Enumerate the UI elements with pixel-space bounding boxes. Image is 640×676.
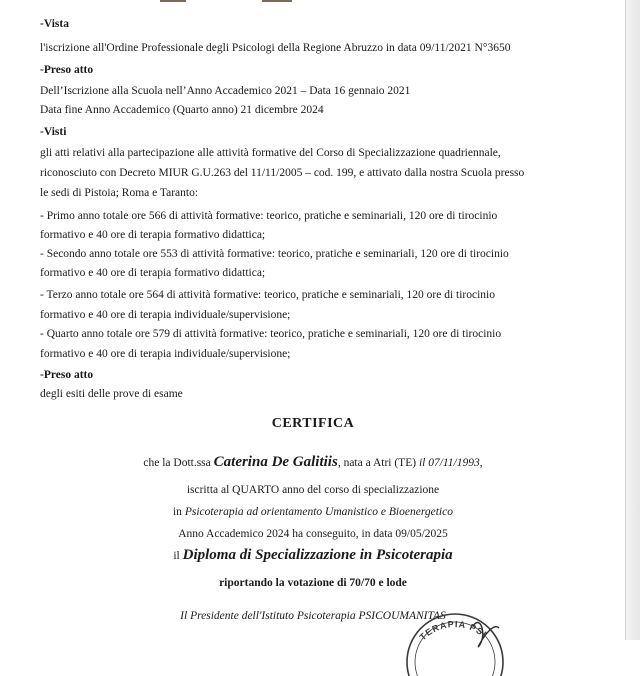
- preamble-visti-line-1: gli atti relativi alla partecipazione alle attività formative del Corso di Specializzazione quadriennale,: [40, 147, 501, 159]
- preamble-primo-line-1: - Primo anno totale ore 566 di attività formative: teorico, pratiche e seminariali, 120 ore di tirocinio: [40, 210, 498, 222]
- preamble-primo-line-2: formativo e 40 ore di terapia formativo didattica;: [40, 229, 266, 241]
- preamble-visti-line-3: le sedi di Pistoia; Roma e Taranto:: [40, 187, 199, 199]
- preamble-vista-heading: -Vista: [40, 18, 69, 30]
- preamble-esiti-line: degli esiti delle prove di esame: [40, 388, 183, 400]
- course-name: Psicoterapia ad orientamento Umanistico e Bioenergetico: [184, 506, 453, 518]
- birth-date: il 07/11/1993: [418, 457, 480, 469]
- official-stamp: [395, 606, 515, 676]
- course-line: [0, 505, 626, 519]
- preamble-data-fine-line: Data fine Anno Accademico (Quarto anno) 21 dicembre 2024: [40, 104, 324, 116]
- preamble-terzo-line-1: - Terzo anno totale ore 564 di attività formative: teorico, pratiche e seminariali, 120 ore di tirocinio: [40, 289, 495, 301]
- enrolled-line: iscritta al QUARTO anno del corso di specializzazione: [186, 484, 440, 496]
- preamble-preso-atto-heading-2: -Preso atto: [40, 369, 94, 381]
- preamble-vista-body: l'iscrizione all'Ordine Professionale degli Psicologi della Regione Abruzzo in data 09/11/2021 N°3650: [40, 42, 511, 54]
- president-line: Il Presidente dell'Istituto Psicoterapia PSICOUMANITAS: [180, 610, 446, 622]
- preamble-preso-atto-heading-1: -Preso atto: [40, 64, 94, 76]
- preamble-terzo-line-2: formativo e 40 ore di terapia individuale/supervisione;: [40, 309, 291, 321]
- birth-suffix: ,: [479, 457, 483, 469]
- year-line: Anno Accademico 2024 ha conseguito, in data 09/05/2025: [178, 528, 448, 540]
- course-prefix: in: [172, 506, 182, 518]
- viewer-frame-edge: [625, 0, 640, 640]
- candidate-name: Caterina De Galitiis: [213, 454, 338, 470]
- birth-place: , nata a Atri (TE): [337, 457, 417, 469]
- diploma-prefix: il: [173, 550, 180, 562]
- preamble-iscrizione-line: Dell’Iscrizione alla Scuola nell’Anno Accademico 2021 – Data 16 gennaio 2021: [40, 85, 411, 97]
- stamp-text: TERAPIA PSI: [417, 619, 490, 643]
- preamble-secondo-line-1: - Secondo anno totale ore 553 di attività formative: teorico, pratiche e seminariali, 120 ore di tirocinio: [40, 248, 509, 260]
- preamble-visti-line-2: riconosciuto con Decreto MIUR G.U.263 del 11/11/2005 – cod. 199, e attivato dalla nostra Scuola presso: [40, 167, 525, 179]
- name-prefix: che la Dott.ssa: [143, 457, 211, 469]
- name-line: [0, 455, 626, 470]
- diploma-name: Diploma di Specializzazione in Psicoterapia: [182, 547, 453, 563]
- preamble-secondo-line-2: formativo e 40 ore di terapia formativo didattica;: [40, 267, 266, 279]
- preamble-visti-heading: -Visti: [40, 126, 67, 138]
- vote-line: riportando la votazione di 70/70 e lode: [219, 577, 407, 589]
- certifica-title: CERTIFICA: [271, 416, 355, 431]
- preamble-quarto-line-1: - Quarto anno totale ore 579 di attività formative: teorico, pratiche e seminariali, 120 ore di tirocinio: [40, 328, 502, 340]
- diploma-line: [0, 548, 626, 563]
- preamble-quarto-line-2: formativo e 40 ore di terapia individuale/supervisione;: [40, 348, 291, 360]
